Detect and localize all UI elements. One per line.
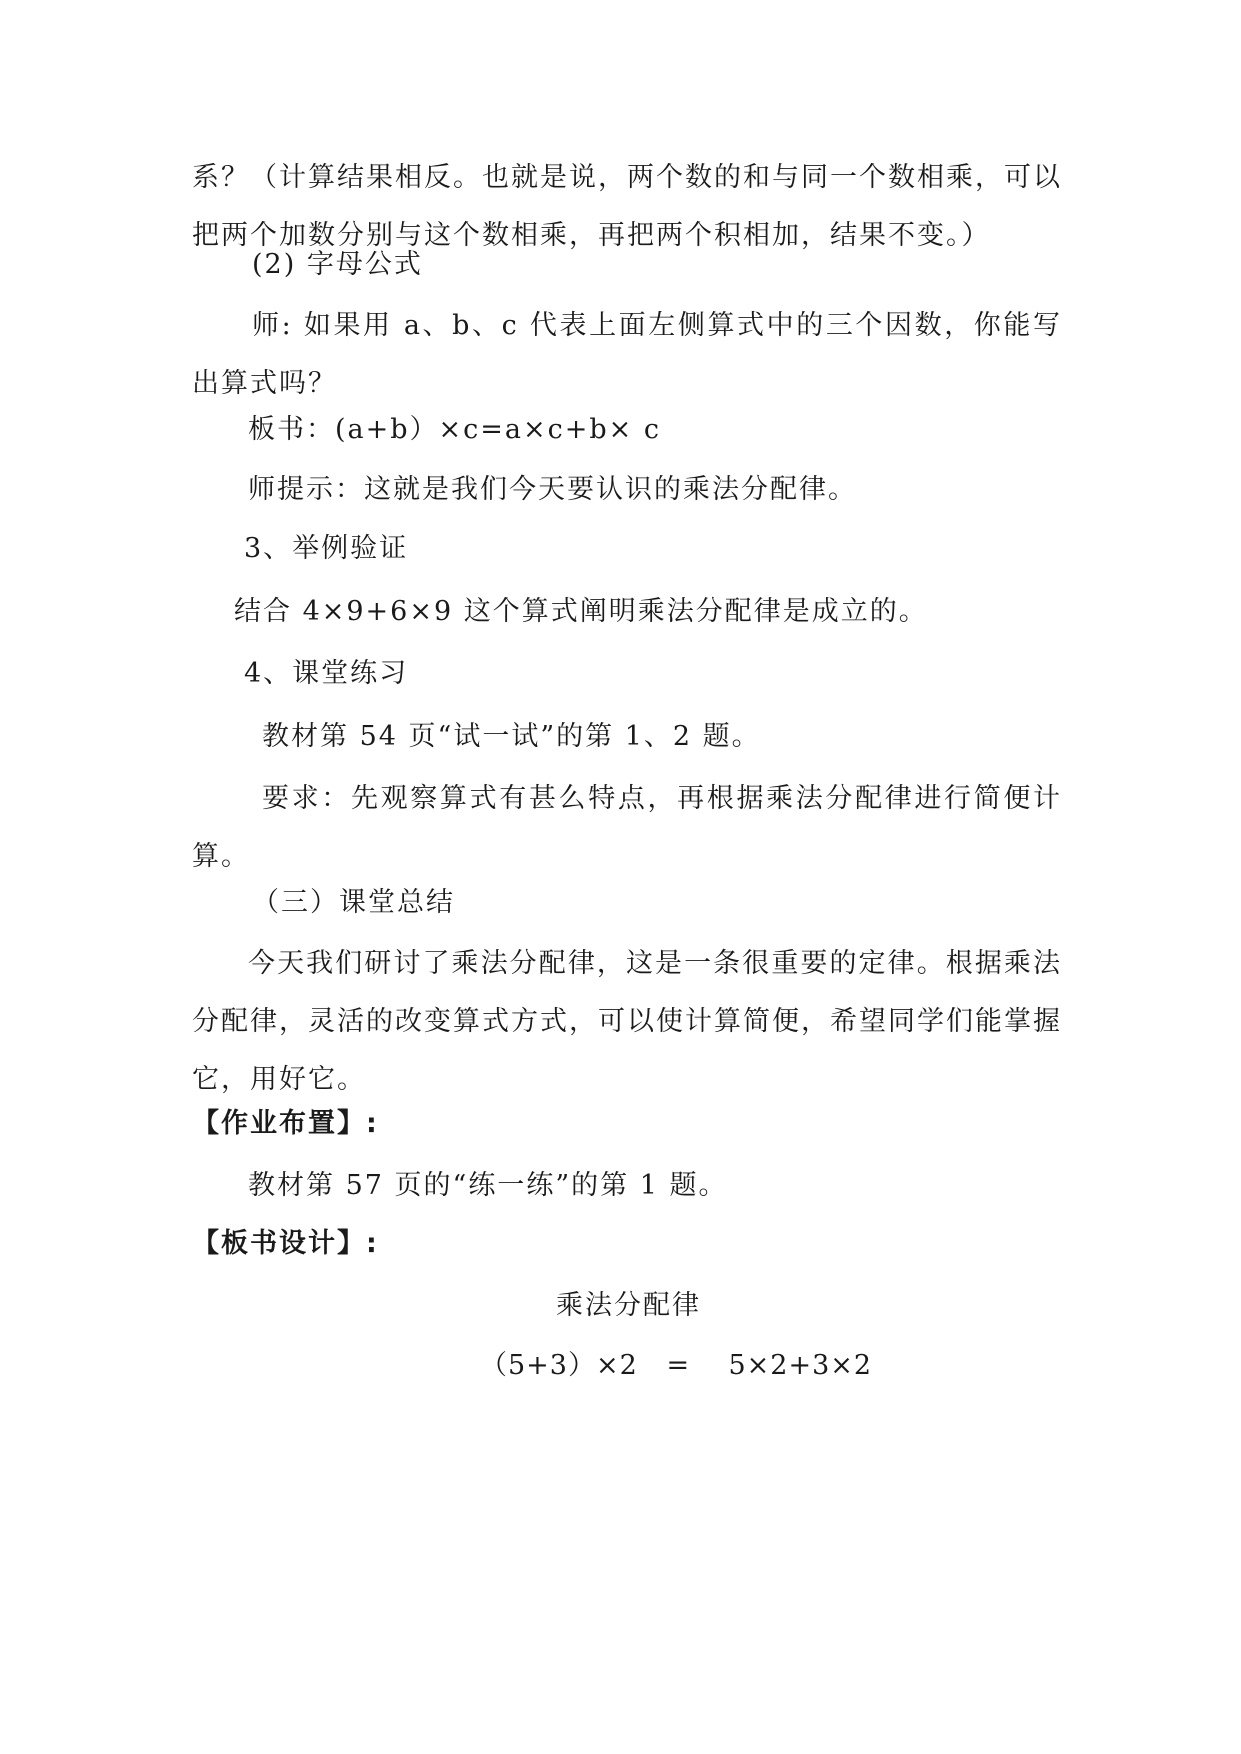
subheading-letter-formula: (2) 字母公式 (252, 249, 423, 280)
paragraph-explanation: 系？（计算结果相反。也就是说，两个数的和与同一个数相乘，可以把两个加数分别与这个数相乘，再把两个积相加，结果不变。） (192, 162, 1062, 251)
blackboard-formula-line: 板书：(a+b）×c=a×c+b× c (248, 414, 661, 445)
paragraph-teacher-hint: 师提示：这就是我们今天要认识的乘法分配律。 (248, 474, 857, 505)
paragraph-example: 结合 4×9+6×9 这个算式阐明乘法分配律是成立的。 (234, 596, 928, 627)
board-design-formula: （5+3）×2 = 5×2+3×2 (480, 1350, 873, 1381)
board-design-title: 乘法分配律 (556, 1290, 701, 1321)
paragraph-summary: 今天我们研讨了乘法分配律，这是一条很重要的定律。根据乘法分配律，灵活的改变算式方式，可以使计算简便，希望同学们能掌握它，用好它。 (192, 948, 1062, 1095)
paragraph-requirement: 要求：先观察算式有甚么特点，再根据乘法分配律进行简便计算。 (192, 783, 1062, 872)
homework-heading: 【作业布置】: (192, 1108, 379, 1139)
subheading-class-practice: 4、课堂练习 (244, 658, 409, 689)
board-design-heading: 【板书设计】: (192, 1228, 379, 1259)
paragraph-textbook-exercise: 教材第 54 页“试一试”的第 1、2 题。 (262, 721, 761, 752)
paragraph-teacher-question: 师: 如果用 a、b、c 代表上面左侧算式中的三个因数，你能写出算式吗？ (192, 310, 1062, 399)
homework-text: 教材第 57 页的“练一练”的第 1 题。 (248, 1170, 728, 1201)
subheading-example-verification: 3、举例验证 (244, 533, 409, 564)
subheading-class-summary: （三）课堂总结 (252, 887, 455, 918)
